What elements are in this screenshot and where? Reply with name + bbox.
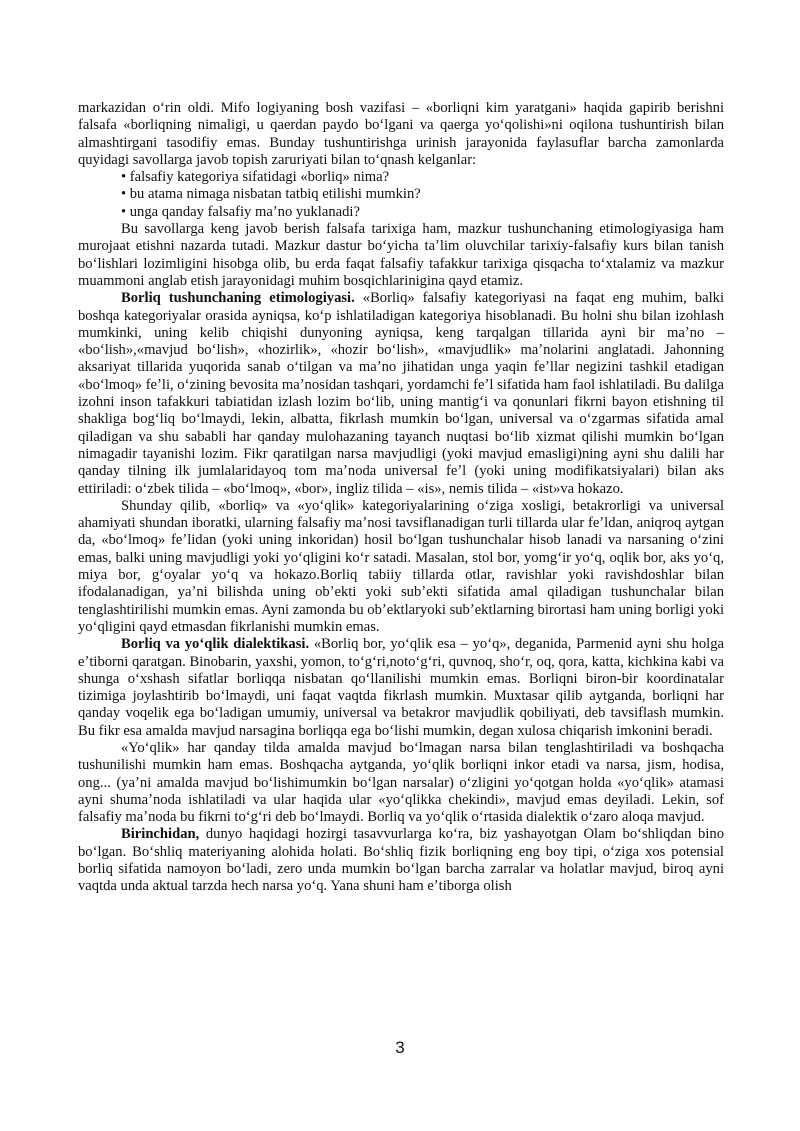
- paragraph-etymology-text: «Borliq» falsafiy kategoriyasi na faqat eng muhim, balki boshqa kategoriyalar orasida ayniqsa, koʻp ishlatiladigan kategoriya hisoblanadi. Bu holni shu bilan izohlash mumkinki, uning kelib chiqishi dunyoning ayniqsa, keng tarqalgan tillarida ayni bir maʼno – «boʻlish»,«mavjud boʻlish», «hozirlik», «hozir boʻlish», «mavjudlik» maʼnolarini anglatadi. Jahonning aksariyat tillarida yuqorida sanab oʻtilgan va maʼno jihatidan unga yaqin feʼllar negizini tashkil etadigan «boʻlmoq» feʼli, oʻzining bevosita maʼnosidan tashqari, yordamchi feʼl sifatida ham faol ishlatiladi. Bu dalilga izohni inson tafakkuri tabiatidan izlash lozim boʻlib, uning mantigʻi va qonunlari fikrni bayon etishning til shakliga bogʻliq boʻlmaydi, lekin, albatta, fikrlash mumkin boʻlgan, universal va oʻzgarmas sifatida amal qiladigan va shu sababli har qanday mulohazaning tayanch nuqtasi boʻlib xizmat qilishi mumkin boʻlgan nimagadir tayanishi lozim. Fikr qaratilgan narsa mavjudligi (yoki mavjud emasligi)ning ayni shu dalili har qanday tilning ilk jumlalaridayoq tom maʼnoda universal feʼl (yoki uning modifikatsiyalari) bilan aks ettiriladi: oʻzbek tilida – «boʻlmoq», «bor», ingliz tilida – «is», nemis tilida – «ist»va hokazo.: [78, 290, 725, 497]
- paragraph-firstly: [78, 826, 724, 895]
- section-heading-dialectics: Borliq va yoʻqlik dialektikasi.: [121, 636, 310, 653]
- page-number: 3: [395, 1038, 405, 1057]
- paragraph-etymology: [78, 290, 724, 498]
- section-heading-etymology: Borliq tushunchaning etimologiyasi.: [121, 290, 355, 307]
- paragraph-dialectics: [78, 636, 724, 740]
- paragraph-firstly-text: dunyo haqidagi hozirgi tasavvurlarga koʻra, biz yashayotgan Olam boʻshliqdan bino boʻlgan. Boʻshliq materiyaning alohida holati. Boʻshliq fizik borliqning eng boy tipi, oʻziga xos potensial borliq sifatida namoyon boʻladi, zero unda mumkin boʻlgan barcha zarralar va holatlar mavjud, biroq ayni vaqtda unda aktual tarzda hech narsa yoʻq. Yana shuni ham eʼtiborga olish: [78, 826, 724, 895]
- bullet-item-2: • bu atama nimaga nisbatan tatbiq etilishi mumkin?: [121, 186, 421, 203]
- paragraph-intro: markazidan oʻrin oldi. Mifo logiyaning bosh vazifasi – «borliqni kim yaratgani» haqida gapirib berishni falsafa «borliqning nimaligi, u qaerdan paydo boʻlgani va qaerga yoʻqolishi»ni oqilona tushuntirish bilan almashtirgani tasodifiy emas. Bunday tushuntirishga urinish jarayonida faylasuflar barcha zamonlarda quyidagi savollarga javob topish zaruriyati bilan toʻqnash kelganlar:: [78, 100, 724, 168]
- paragraph-nonbeing: «Yoʻqlik» har qanday tilda amalda mavjud boʻlmagan narsa bilan tenglashtiriladi va boshqacha tushunilishi mumkin ham emas. Boshqacha aytganda, yoʻqlik borliqni inkor etadi va narsa, jism, hodisa, ong... (yaʼni amalda mavjud boʻlishimumkin boʻlgan narsalar) oʻzligini yoʻqotgan holda «yoʻqlik» atamasi ayni shumaʼnoda ishlatiladi va ular haqida ular «yoʻqlikka chekindi», mavjud emas deyiladi. Lekin, sof falsafiy maʼnoda bu fikrni toʻgʻri deb boʻlmaydi. Borliq va yoʻqlik oʻrtasida dialektik oʻzaro aloqa mavjud.: [78, 739, 724, 826]
- lead-word-firstly: Birinchidan,: [121, 826, 200, 843]
- document-body: [78, 100, 724, 896]
- paragraph-dialectics-text: «Borliq bor, yoʻqlik esa – yoʻq», deganida, Parmenid ayni shu holga eʼtiborni qaratgan. Binobarin, yaxshi, yomon, toʻgʻri,notoʻgʻri, quvnoq, shoʻr, oq, qora, katta, kichkina kabi va shunga oʻxshash sifatlar borliqqa nisbatan qoʻllanilishi mumkin emas. Borliqni biron-bir koordinatalar tizimiga joylashtirib boʻlmaydi, uni faqat vaqtda fikrlash mumkin. Muxtasar qilib aytganda, borliqni har qanday voqelik ega boʻladigan umumiy, universal va betakror mavjudlik qobiliyati, deb tavsiflash mumkin. Bu fikr esa amalda mavjud narsagina borliqqa ega boʻlishi mumkin, degan xulosa chiqarish imkonini beradi.: [78, 636, 724, 739]
- paragraph-answer-scope: Bu savollarga keng javob berish falsafa tarixiga ham, mazkur tushunchaning etimologiyasiga ham murojaat etishni nazarda tutadi. Mazkur dastur boʻyicha taʼlim oluvchilar tarixiy-falsafiy kurs bilan tanish boʻlishlari lozimligini hisobga olib, bu erda faqat falsafiy tafakkur tarixiga qisqacha toʻxtalamiz va mazkur muammoni anglab etish jarayonidagi muhim bosqichlarinigina qayd etamiz.: [78, 221, 724, 289]
- bullet-item-1: • falsafiy kategoriya sifatidagi «borliq» nima?: [121, 169, 390, 186]
- bullet-item-3: • unga qanday falsafiy maʼno yuklanadi?: [121, 203, 360, 220]
- paragraph-categories: Shunday qilib, «borliq» va «yoʻqlik» kategoriyalarining oʻziga xosligi, betakrorligi va universal ahamiyati shundan iboratki, ularning falsafiy maʼnosi tavsiflanadigan turli tillarda ular feʼldan, aniqroq aytgan da, «boʻlmoq» feʼlidan (yoki uning inkoridan) hosil boʻlgan tushunchalar hisob lanadi va narsaning oʻzini emas, balki uning mavjudligi yoki yoʻqligini koʻr satadi. Masalan, stol bor, yomgʻir yoʻq, oqlik bor, aks yoʻq, miya bor, gʻoyalar yoʻq va hokazo.Borliq tabiiy tillarda otlar, ravishlar yoki ravishdoshlar bilan ifodalanadigan, yaʼni bilishda uning obʼekti yoki subʼekti sifatida amal qiladigan tushunchalar bilan tenglashtirilishi mumkin emas. Ayni zamonda bu obʼektlaryoki subʼektlarning birortasi ham uning borligi yoki yoʻqligini qayd etmasdan fikrlanishi mumkin emas.: [78, 497, 724, 635]
